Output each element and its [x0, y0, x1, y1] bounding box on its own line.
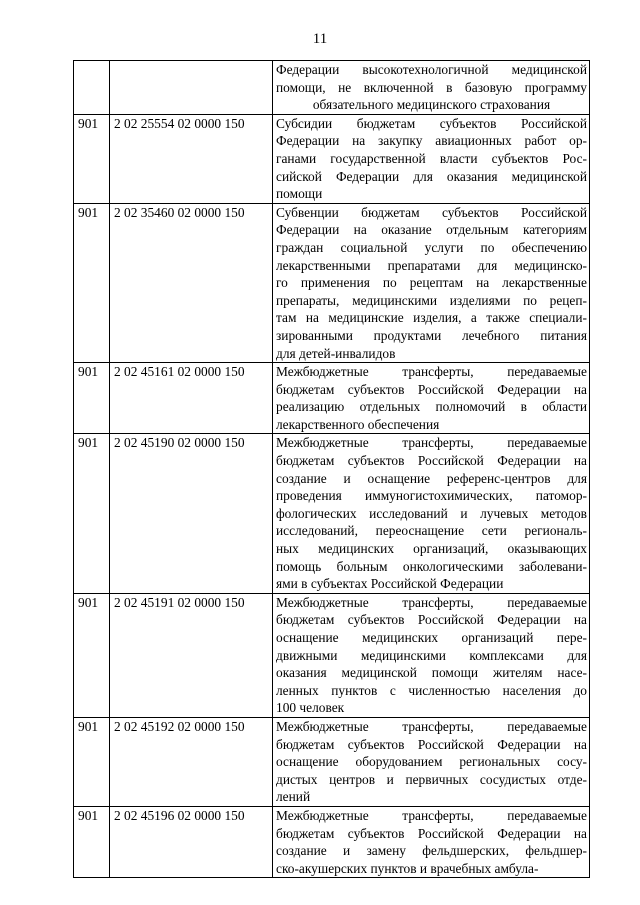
description-line: ями в субъектах Российской Федерации	[276, 576, 504, 592]
description-line: сийской Федерации для оказания медицинской	[276, 168, 587, 184]
description-line: Федерации на оказание отдельным категориям	[276, 222, 587, 238]
description-cell	[273, 806, 590, 877]
table-row	[74, 61, 590, 115]
description-line: создание и оснащение референс-центров для	[276, 470, 587, 486]
description-line: помощи, не включенной в базовую программу	[276, 79, 587, 95]
description-line: Субсидии бюджетам субъектов Российской	[276, 115, 587, 131]
page-number: 11	[312, 31, 328, 47]
revenue-code-cell	[110, 61, 273, 115]
description-line: проведения иммуногистохимических, патомор-	[276, 488, 587, 504]
description-line: Федерации высокотехнологичной медицинской	[276, 62, 587, 77]
description-line: лений	[276, 789, 311, 805]
description-line: оснащение медицинских организаций пере-	[276, 630, 587, 645]
description-line: лекарственного обеспечения	[276, 416, 440, 432]
description-line: оснащение оборудованием региональных сосу-	[276, 754, 587, 770]
budget-classification-table	[73, 60, 590, 878]
description-line: Межбюджетные трансферты, передаваемые	[276, 594, 587, 610]
description-line: лекарственными препаратами для медицинско-	[276, 257, 587, 273]
table-row	[74, 363, 590, 434]
description-line: бюджетам субъектов Российской Федерации на	[276, 381, 587, 397]
table-row	[74, 806, 590, 877]
table-row	[74, 114, 590, 203]
description-line: помощи	[276, 186, 323, 202]
description-line: ско-акушерских пунктов и врачебных амбула-	[276, 860, 539, 876]
description-line: граждан социальной услуги по обеспечению	[276, 239, 587, 255]
admin-code-cell: 901	[74, 593, 110, 717]
table-row	[74, 203, 590, 362]
description-line: го применения по рецептам на лекарственные	[276, 275, 587, 291]
description-line: бюджетам субъектов Российской Федерации на	[276, 612, 587, 628]
description-line: ных медицинских организаций, оказывающих	[276, 541, 587, 557]
revenue-code-cell: 2 02 45190 02 0000 150	[110, 434, 273, 593]
description-line: фологических исследований и лучевых методов	[276, 505, 587, 521]
admin-code-cell: 901	[74, 434, 110, 593]
revenue-code-cell: 2 02 45191 02 0000 150	[110, 593, 273, 717]
admin-code-cell: 901	[74, 806, 110, 877]
description-line: 100 человек	[276, 700, 345, 716]
description-line: бюджетам субъектов Российской Федерации на	[276, 825, 587, 841]
description-line: помощь больным онкологическими заболевани-	[276, 558, 587, 574]
description-cell	[273, 593, 590, 717]
revenue-code-cell: 2 02 35460 02 0000 150	[110, 203, 273, 362]
description-line: Межбюджетные трансферты, передаваемые	[276, 364, 587, 380]
description-cell	[273, 61, 590, 115]
admin-code-cell: 901	[74, 203, 110, 362]
table-row	[74, 434, 590, 593]
description-line: Межбюджетные трансферты, передаваемые	[276, 807, 587, 823]
table-row	[74, 717, 590, 806]
description-line: реализацию отдельных полномочий в области	[276, 399, 587, 415]
revenue-code-cell: 2 02 25554 02 0000 150	[110, 114, 273, 203]
description-line: ганами государственной власти субъектов Рос-	[276, 150, 587, 166]
description-line: ленных пунктов с численностью населения до	[276, 682, 587, 698]
description-line: Межбюджетные трансферты, передаваемые	[276, 435, 587, 451]
description-cell	[273, 114, 590, 203]
revenue-code-cell: 2 02 45161 02 0000 150	[110, 363, 273, 434]
revenue-code-cell: 2 02 45196 02 0000 150	[110, 806, 273, 877]
description-line: Субвенции бюджетам субъектов Российской	[276, 204, 587, 220]
description-line: для детей-инвалидов	[276, 345, 396, 361]
admin-code-cell: 901	[74, 717, 110, 806]
description-line: бюджетам субъектов Российской Федерации на	[276, 736, 587, 752]
description-line: зированными продуктами лечебного питания	[276, 327, 587, 343]
description-line: движными медицинскими комплексами для	[276, 647, 587, 663]
admin-code-cell: 901	[74, 363, 110, 434]
description-cell	[273, 717, 590, 806]
description-cell	[273, 434, 590, 593]
revenue-code-cell: 2 02 45192 02 0000 150	[110, 717, 273, 806]
table-row	[74, 593, 590, 717]
description-line: препараты, медицинскими изделиями по рецеп-	[276, 292, 587, 308]
description-line: там на медицинские изделия, а также специали-	[276, 310, 587, 326]
description-line: обязательного медицинского страхования	[312, 97, 551, 113]
admin-code-cell	[74, 61, 110, 115]
description-cell	[273, 203, 590, 362]
description-line: исследований, переоснащение сети региональ-	[276, 523, 587, 539]
description-line: бюджетам субъектов Российской Федерации на	[276, 453, 587, 469]
description-line: Федерации на закупку авиационных работ ор-	[276, 133, 587, 149]
description-line: Межбюджетные трансферты, передаваемые	[276, 718, 587, 734]
description-line: оказания медицинской помощи жителям насе-	[276, 665, 587, 681]
description-line: дистых центров и первичных сосудистых отде-	[276, 771, 587, 787]
description-line: создание и замену фельдшерских, фельдшер-	[276, 843, 587, 859]
description-cell	[273, 363, 590, 434]
admin-code-cell: 901	[74, 114, 110, 203]
